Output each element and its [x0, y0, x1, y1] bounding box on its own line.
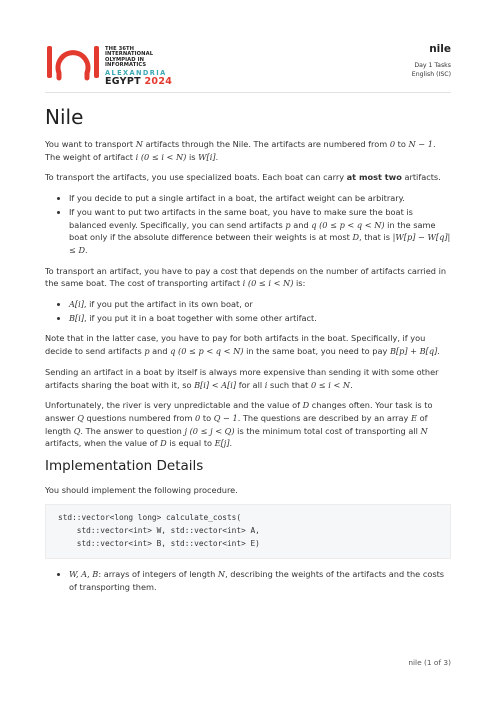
math: (0 ≤ p < q < N) — [178, 346, 244, 357]
paragraph-boats — [45, 171, 451, 184]
math: B[i] < A[i] — [194, 379, 237, 390]
header-meta — [412, 42, 451, 79]
math: D — [352, 232, 360, 243]
math: B[i] — [69, 312, 85, 323]
math: N − 1 — [408, 139, 433, 149]
text: in the same boat, you need to pay — [243, 346, 390, 357]
logo-year: 2024 — [144, 75, 173, 87]
list-item: • If you decide to put a single artifact in a boat, the artifact weight can be arbitrary. — [69, 192, 451, 205]
text: To transport the artifacts, you use specialized boats. Each boat can carry — [45, 172, 347, 183]
text: artifacts, when the value of — [45, 438, 161, 449]
text: , that is — [359, 232, 393, 243]
paragraph-constraint — [45, 366, 451, 391]
text: such that — [267, 379, 311, 390]
logo-line-4 — [105, 77, 175, 87]
header-divider — [45, 92, 451, 93]
math: N — [420, 425, 428, 436]
text: . — [437, 346, 440, 357]
text: questions numbered from — [83, 412, 196, 423]
text: to — [200, 412, 214, 423]
text: . — [215, 151, 219, 162]
math: Q — [73, 425, 81, 436]
page-title: Nile — [45, 105, 84, 129]
paragraph-intro — [45, 138, 451, 163]
implementation-intro: You should implement the following procedure. — [45, 484, 238, 495]
text: . — [85, 244, 88, 255]
math: (0 ≤ p < q < N) — [319, 219, 385, 230]
text: You want to transport — [45, 139, 136, 149]
text: changes often. Your task is to answer — [45, 400, 433, 423]
math: A[i] — [69, 299, 84, 310]
math: q — [311, 219, 317, 230]
text: , describing the weights of the artifacts and the costs of transporting them. — [69, 568, 445, 592]
math: E — [411, 412, 417, 423]
text: : arrays of integers of length — [98, 568, 218, 579]
text: artifacts through the Nile. The artifacts are numbered from — [142, 139, 390, 149]
text: If you want to put two artifacts in the same boat, you have to make sure the boat is balanced evenly. Specifically, you can send artifacts — [69, 206, 413, 230]
text: is equal to — [166, 438, 215, 449]
paragraph-questions — [45, 399, 451, 450]
math: N — [217, 568, 226, 579]
math: Q − 1 — [213, 412, 238, 423]
list-item — [69, 298, 451, 311]
math: W, A, B — [69, 568, 99, 579]
math: (0 ≤ i < N) — [247, 278, 294, 289]
math: i — [242, 278, 246, 289]
text: is: — [293, 278, 306, 289]
logo-line-1: THE 36TH INTERNATIONAL — [105, 46, 154, 58]
ioi-mark-icon — [45, 42, 101, 82]
math: i — [135, 151, 139, 162]
cost-list — [45, 298, 451, 324]
text: Sending an artifact in a boat by itself is always more expensive than sending it with some other artifacts sharing the boat with it, so — [45, 366, 439, 390]
math: B[p] + B[q] — [389, 346, 438, 357]
section-heading: Implementation Details — [45, 458, 204, 475]
text: . — [350, 379, 353, 390]
math: q — [170, 346, 176, 357]
task-name: nile — [429, 43, 451, 55]
logo-text — [105, 47, 175, 87]
text: To transport an artifact, you have to pay a cost that depends on the number of artifacts carried in the same boat. The cost of transporting artifact — [45, 265, 447, 289]
day-label: Day 1 Tasks — [414, 62, 451, 70]
page-footer: nile (1 of 3) — [408, 658, 451, 667]
text: to — [395, 139, 409, 149]
text: . The questions are described by an array — [237, 412, 412, 423]
math: i — [264, 379, 268, 390]
math: E[j] — [214, 438, 230, 449]
code-block[interactable]: std::vector<long long> calculate_costs( std::vector<int> W, std::vector<int> A, std::vector<int> B, std::vector<int> E) — [45, 504, 451, 559]
text: , if you put the artifact in its own boat, or — [83, 299, 253, 310]
text: Note that in the latter case, you have to pay for both artifacts in the boat. Specifically, if you decide to send artifacts — [45, 333, 426, 357]
math: |W[p] − W[q]| ≤ D — [69, 232, 451, 255]
logo-country: EGYPT — [105, 75, 141, 87]
list-item — [69, 568, 451, 593]
logo-line-2: OLYMPIAD IN INFORMATICS — [105, 56, 147, 69]
math: N — [135, 139, 143, 149]
math: p — [285, 219, 291, 230]
text: in the same boat only if the absolute difference between their weights is at most — [69, 219, 436, 243]
math: D — [302, 400, 310, 411]
header — [45, 42, 451, 87]
math: 0 ≤ i < N — [310, 379, 351, 390]
paragraph-cost — [45, 265, 451, 290]
text: and — [290, 219, 312, 230]
math: 0 — [389, 139, 396, 149]
list-item — [69, 206, 451, 257]
boat-rules-list — [45, 192, 451, 257]
text: . — [229, 438, 233, 449]
math: Q — [77, 412, 84, 423]
text: for all — [236, 379, 265, 390]
statement — [45, 104, 451, 601]
text: and — [149, 346, 171, 357]
text: artifacts. — [401, 172, 441, 183]
math: 0 — [195, 412, 201, 423]
math: W[i] — [198, 151, 216, 162]
logo-line-3: ALEXANDRIA — [105, 68, 167, 77]
text: is — [186, 151, 199, 162]
text: , if you put it in a boat together with some other artifact. — [84, 312, 317, 323]
bold-text: at most two — [346, 172, 402, 183]
language-label: English (ISC) — [411, 70, 451, 78]
math: (0 ≤ i < N) — [140, 151, 187, 162]
text: Unfortunately, the river is very unpredictable and the value of — [45, 400, 303, 411]
params-list — [45, 568, 451, 593]
text: is the minimum total cost of transporting all — [234, 425, 421, 436]
text: of length — [45, 412, 428, 436]
list-item — [69, 312, 451, 325]
text: . The answer to question — [80, 425, 185, 436]
math: j — [184, 425, 187, 436]
math: (0 ≤ j < Q) — [189, 425, 235, 436]
text: . — [432, 139, 436, 149]
math: p — [144, 346, 150, 357]
paragraph-note — [45, 332, 451, 357]
text: The weight of artifact — [45, 151, 136, 162]
ioi-logo — [45, 42, 175, 87]
math: D — [160, 438, 167, 449]
